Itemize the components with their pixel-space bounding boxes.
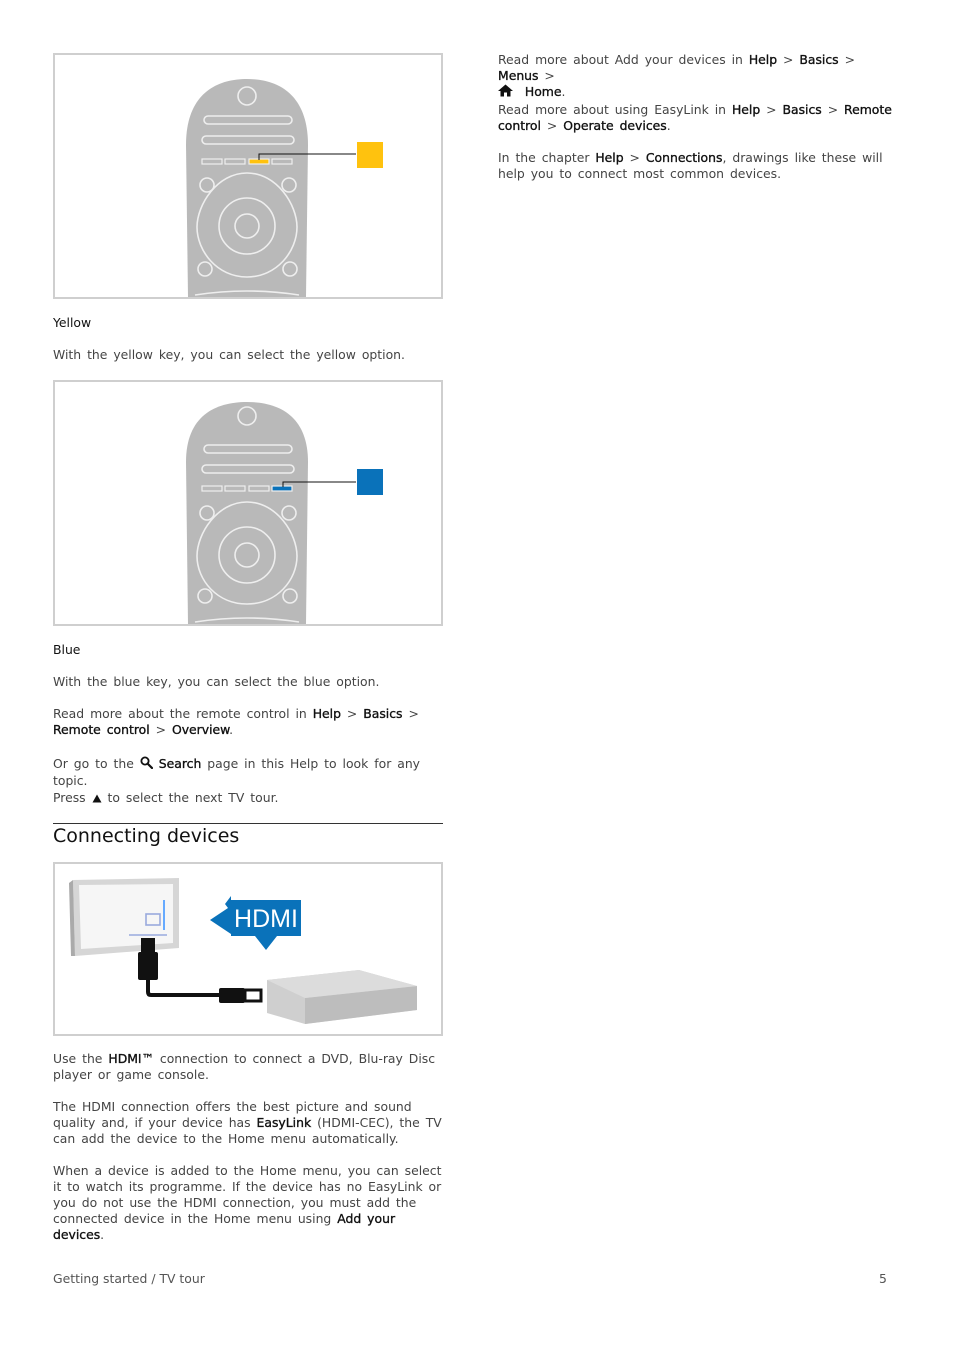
- help-link[interactable]: Help: [312, 706, 341, 721]
- remote-control-link[interactable]: Remote control: [498, 102, 892, 133]
- up-arrow-icon: [92, 791, 102, 807]
- section-divider: [53, 823, 443, 824]
- search-link[interactable]: Search: [158, 756, 202, 771]
- basics-link[interactable]: Basics: [782, 102, 822, 117]
- hdmi-badge-text: HDMI: [234, 905, 298, 933]
- basics-link[interactable]: Basics: [799, 52, 839, 67]
- help-link[interactable]: Help: [595, 150, 624, 165]
- blue-description: With the blue key, you can select the blue option.: [53, 674, 380, 689]
- operate-devices-link[interactable]: Operate devices: [563, 118, 667, 133]
- search-icon: [140, 756, 153, 773]
- readmore-remote-paragraph: Read more about the remote control in Help > Basics > Remote control > Overview.: [53, 706, 419, 737]
- easylink-term: EasyLink: [256, 1115, 312, 1130]
- hdmi-paragraph-2: The HDMI connection offers the best picture and sound quality and, if your device has EasyLink (HDMI-CEC), the TV can add the device to the Home menu automatically.: [53, 1099, 442, 1146]
- help-link[interactable]: Help: [748, 52, 778, 67]
- right-paragraph-1: Read more about Add your devices in Help > Basics > Menus > Home.: [498, 52, 855, 99]
- overview-link[interactable]: Overview: [171, 722, 230, 737]
- home-link[interactable]: Home: [524, 84, 562, 99]
- hdmi-connection-illustration: [53, 862, 443, 1036]
- footer-section-title: Getting started / TV tour: [53, 1271, 205, 1286]
- blue-label: Blue: [53, 642, 81, 657]
- hdmi-term: HDMI™: [108, 1051, 154, 1066]
- add-your-devices-link[interactable]: Add your devices: [53, 1211, 396, 1242]
- section-title: Connecting devices: [53, 825, 240, 847]
- right-paragraph-3: In the chapter Help > Connections, drawings like these will help you to connect most common devices.: [498, 150, 883, 181]
- yellow-label: Yellow: [53, 315, 92, 330]
- connections-link[interactable]: Connections: [645, 150, 723, 165]
- yellow-description: With the yellow key, you can select the yellow option.: [53, 347, 405, 362]
- menus-link[interactable]: Menus: [498, 68, 539, 83]
- remote-control-link[interactable]: Remote control: [53, 722, 150, 737]
- page-number: 5: [879, 1271, 887, 1286]
- right-paragraph-2: Read more about using EasyLink in Help > Basics > Remote control > Operate devices.: [498, 102, 892, 133]
- search-paragraph: Or go to the Search page in this Help to look for any topic.: [53, 756, 421, 788]
- blue-key-illustration: [53, 380, 443, 626]
- press-paragraph: Press to select the next TV tour.: [53, 790, 279, 805]
- hdmi-paragraph-3: When a device is added to the Home menu, you can select it to watch its programme. If the device has no EasyLink or you do not use the HDMI connection, you must add the connected device in the Home menu using Add your devices.: [53, 1163, 442, 1242]
- home-icon: [498, 84, 513, 101]
- help-link[interactable]: Help: [731, 102, 761, 117]
- basics-link[interactable]: Basics: [363, 706, 403, 721]
- yellow-key-illustration: [53, 53, 443, 299]
- hdmi-paragraph-1: Use the HDMI™ connection to connect a DVD, Blu-ray Disc player or game console.: [53, 1051, 436, 1082]
